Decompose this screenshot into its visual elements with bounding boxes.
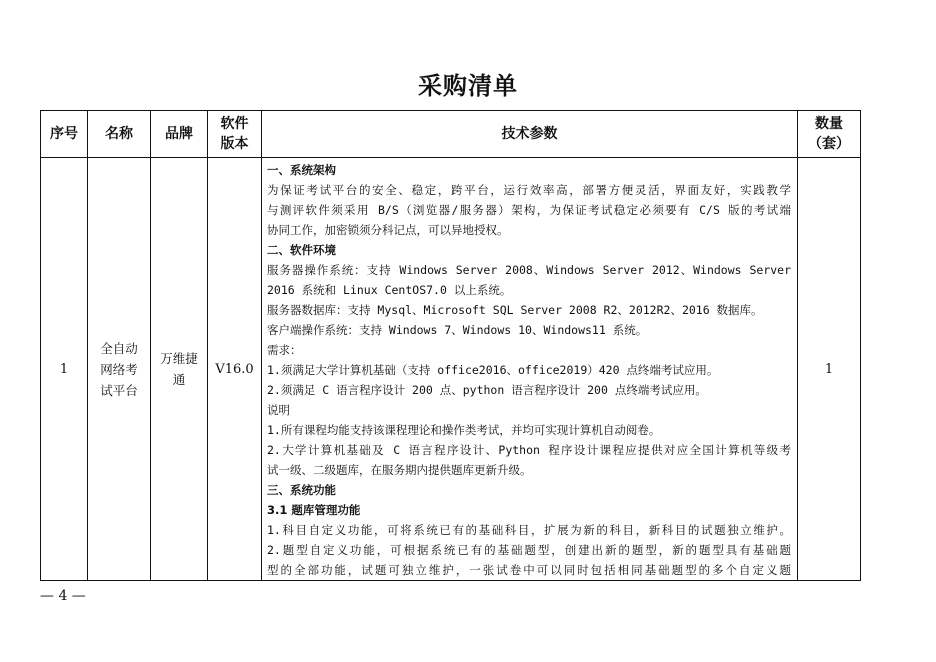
brand-line: 通 — [172, 372, 186, 387]
params-line: 说明 — [267, 403, 290, 417]
header-qty — [798, 111, 861, 158]
page-title: 采购清单 — [418, 71, 518, 100]
name-line: 网络考 — [100, 361, 138, 377]
params-line: 为保证考试平台的安全、稳定，跨平台，运行效率高，部署方便灵活，界面友好，实践教学 — [267, 183, 791, 197]
cell-qty: 1 — [798, 158, 861, 581]
header-name: 名称 — [88, 111, 151, 158]
params-line: 服务器操作系统：支持 Windows Server 2008、Windows Server 2012、Windows Server — [267, 263, 791, 277]
cell-params — [262, 158, 798, 581]
params-line: 型的全部功能，试题可独立维护，一张试卷中可以同时包括相同基础题型的多个自定义题 — [267, 563, 791, 577]
params-line: 2.题型自定义功能，可根据系统已有的基础题型，创建出新的题型，新的题型具有基础题 — [267, 543, 791, 557]
params-line: 2016 系统和 Linux CentOS7.0 以上系统。 — [267, 283, 512, 297]
params-line: 1.科目自定义功能，可将系统已有的基础科目，扩展为新的科目，新科目的试题独立维护。 — [267, 523, 791, 537]
params-line: 试一级、二级题库，在服务期内提供题库更新升级。 — [267, 463, 532, 477]
cell-name — [88, 158, 151, 581]
brand-line: 万维捷 — [160, 351, 198, 366]
cell-version: V16.0 — [208, 158, 262, 581]
cell-brand — [151, 158, 208, 581]
table-row — [41, 158, 861, 581]
params-line: 2.大学计算机基础及 C 语言程序设计、Python 程序设计课程应提供对应全国计算机等级考 — [267, 443, 791, 457]
header-version — [208, 111, 262, 158]
params-line: 服务器数据库：支持 Mysql、Microsoft SQL Server 2008 R2、2012R2、2016 数据库。 — [267, 303, 763, 317]
params-line: 协同工作，加密锁须分科记点，可以异地授权。 — [267, 223, 509, 237]
params-line: 2.须满足 C 语言程序设计 200 点、python 语言程序设计 200 点终端考试应用。 — [267, 383, 707, 397]
params-line: 1.须满足大学计算机基础（支持 office2016、office2019）420 点终端考试应用。 — [267, 363, 719, 377]
params-line: 1.所有课程均能支持该课程理论和操作类考试，并均可实现计算机自动阅卷。 — [267, 423, 661, 437]
header-params: 技术参数 — [262, 111, 798, 158]
name-line: 全自动 — [100, 340, 138, 356]
params-line: 与测评软件须采用 B/S（浏览器/服务器）架构，为保证考试稳定必须要有 C/S 版的考试端 — [267, 203, 791, 217]
params-heading: 一、系统架构 — [267, 163, 336, 177]
params-line: 需求： — [267, 343, 302, 357]
header-brand: 品牌 — [151, 111, 208, 158]
header-version-label: 软件版本 — [220, 116, 249, 152]
header-qty-label: 数量（套） — [808, 116, 850, 152]
page-number: — 4 — — [40, 588, 86, 604]
params-heading: 三、系统功能 — [267, 483, 336, 497]
params-heading: 二、软件环境 — [267, 243, 336, 257]
cell-no: 1 — [41, 158, 88, 581]
params-line: 客户端操作系统：支持 Windows 7、Windows 10、Windows11 系统。 — [267, 323, 648, 337]
params-heading: 3.1 题库管理功能 — [267, 503, 361, 517]
name-line: 试平台 — [100, 382, 138, 398]
header-no: 序号 — [41, 111, 88, 158]
table-header-row — [41, 111, 861, 158]
procurement-table — [40, 110, 861, 581]
